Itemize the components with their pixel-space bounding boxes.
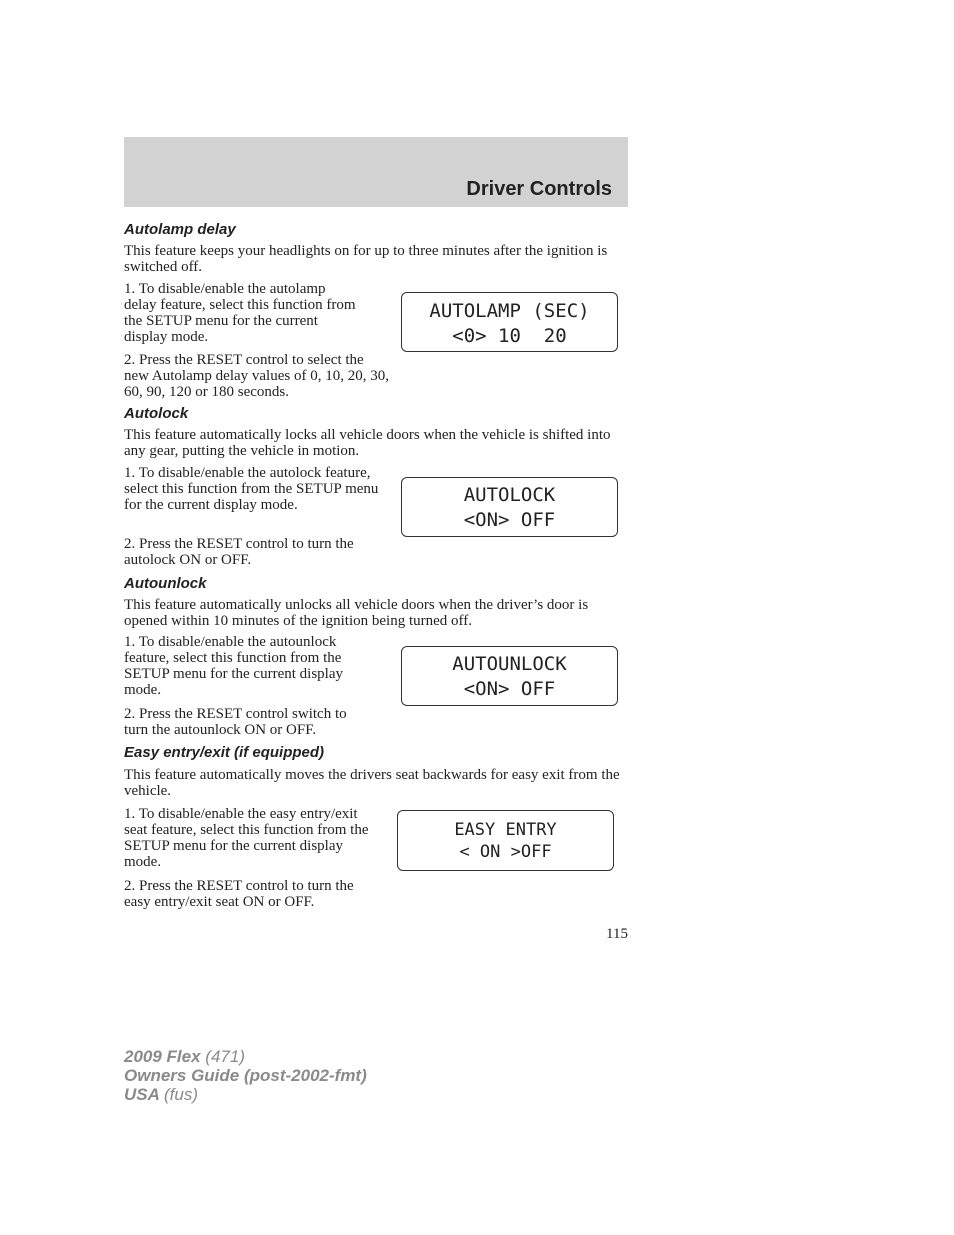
autolock-display bbox=[401, 477, 618, 537]
autolock-step2: 2. Press the RESET control to turn the autolock ON or OFF. bbox=[124, 536, 354, 568]
autounlock-display-line1: AUTOUNLOCK bbox=[452, 653, 567, 675]
autolamp-display-line2: <0> 10 20 bbox=[452, 325, 567, 347]
easy-entry-intro: This feature automatically moves the drivers seat backwards for easy exit from the vehicle. bbox=[124, 767, 620, 799]
autolock-intro: This feature automatically locks all vehicle doors when the vehicle is shifted into any gear, putting the vehicle in motion. bbox=[124, 427, 611, 459]
autounlock-step1: 1. To disable/enable the autounlock feature, select this function from the SETUP menu for the current display mode. bbox=[124, 634, 343, 698]
footer-model: 2009 Flex bbox=[124, 1047, 201, 1066]
autounlock-step2: 2. Press the RESET control switch to turn the autounlock ON or OFF. bbox=[124, 706, 347, 738]
footer-line-3 bbox=[124, 1085, 367, 1104]
autounlock-display-line2: <ON> OFF bbox=[463, 678, 556, 700]
easy-entry-display bbox=[397, 810, 614, 871]
autolamp-delay-step1: 1. To disable/enable the autolamp delay feature, select this function from the SETUP menu for the current display mode. bbox=[124, 281, 356, 345]
easy-entry-display-line2: < ON >OFF bbox=[459, 842, 552, 862]
autolamp-delay-intro: This feature keeps your headlights on for up to three minutes after the ignition is switched off. bbox=[124, 243, 608, 275]
autolock-heading: Autolock bbox=[124, 405, 189, 422]
autounlock-display bbox=[401, 646, 618, 706]
autolock-display-line1: AUTOLOCK bbox=[463, 484, 556, 506]
autounlock-heading: Autounlock bbox=[124, 575, 207, 592]
autolock-step1: 1. To disable/enable the autolock feature, select this function from the SETUP menu for the current display mode. bbox=[124, 465, 379, 513]
footer-model-code: (471) bbox=[205, 1047, 245, 1066]
easy-entry-display-line1: EASY ENTRY bbox=[454, 820, 557, 840]
footer-market-code: (fus) bbox=[164, 1085, 198, 1104]
easy-entry-heading: Easy entry/exit (if equipped) bbox=[124, 744, 325, 761]
autolock-display-line2: <ON> OFF bbox=[463, 509, 556, 531]
autolamp-delay-heading: Autolamp delay bbox=[124, 221, 236, 238]
page-number: 115 bbox=[606, 926, 628, 942]
easy-entry-step1: 1. To disable/enable the easy entry/exit seat feature, select this function from the SETUP menu for the current display mode. bbox=[124, 806, 369, 870]
autolamp-delay-step2: 2. Press the RESET control to select the new Autolamp delay values of 0, 10, 20, 30, 60, 90, 120 or 180 seconds. bbox=[124, 352, 389, 400]
section-title: Driver Controls bbox=[466, 178, 612, 200]
easy-entry-step2: 2. Press the RESET control to turn the easy entry/exit seat ON or OFF. bbox=[124, 878, 354, 910]
autolamp-display-line1: AUTOLAMP (SEC) bbox=[429, 300, 590, 322]
footer-line-2 bbox=[124, 1066, 367, 1085]
document-footer bbox=[124, 1047, 367, 1104]
footer-guide: Owners Guide (post-2002-fmt) bbox=[124, 1066, 367, 1085]
autolamp-display bbox=[401, 292, 618, 352]
footer-market: USA bbox=[124, 1085, 160, 1104]
autounlock-intro: This feature automatically unlocks all vehicle doors when the driver’s door is opened within 10 minutes of the ignition being turned off. bbox=[124, 597, 589, 629]
section-header-band bbox=[124, 137, 628, 207]
footer-line-1 bbox=[124, 1047, 367, 1066]
